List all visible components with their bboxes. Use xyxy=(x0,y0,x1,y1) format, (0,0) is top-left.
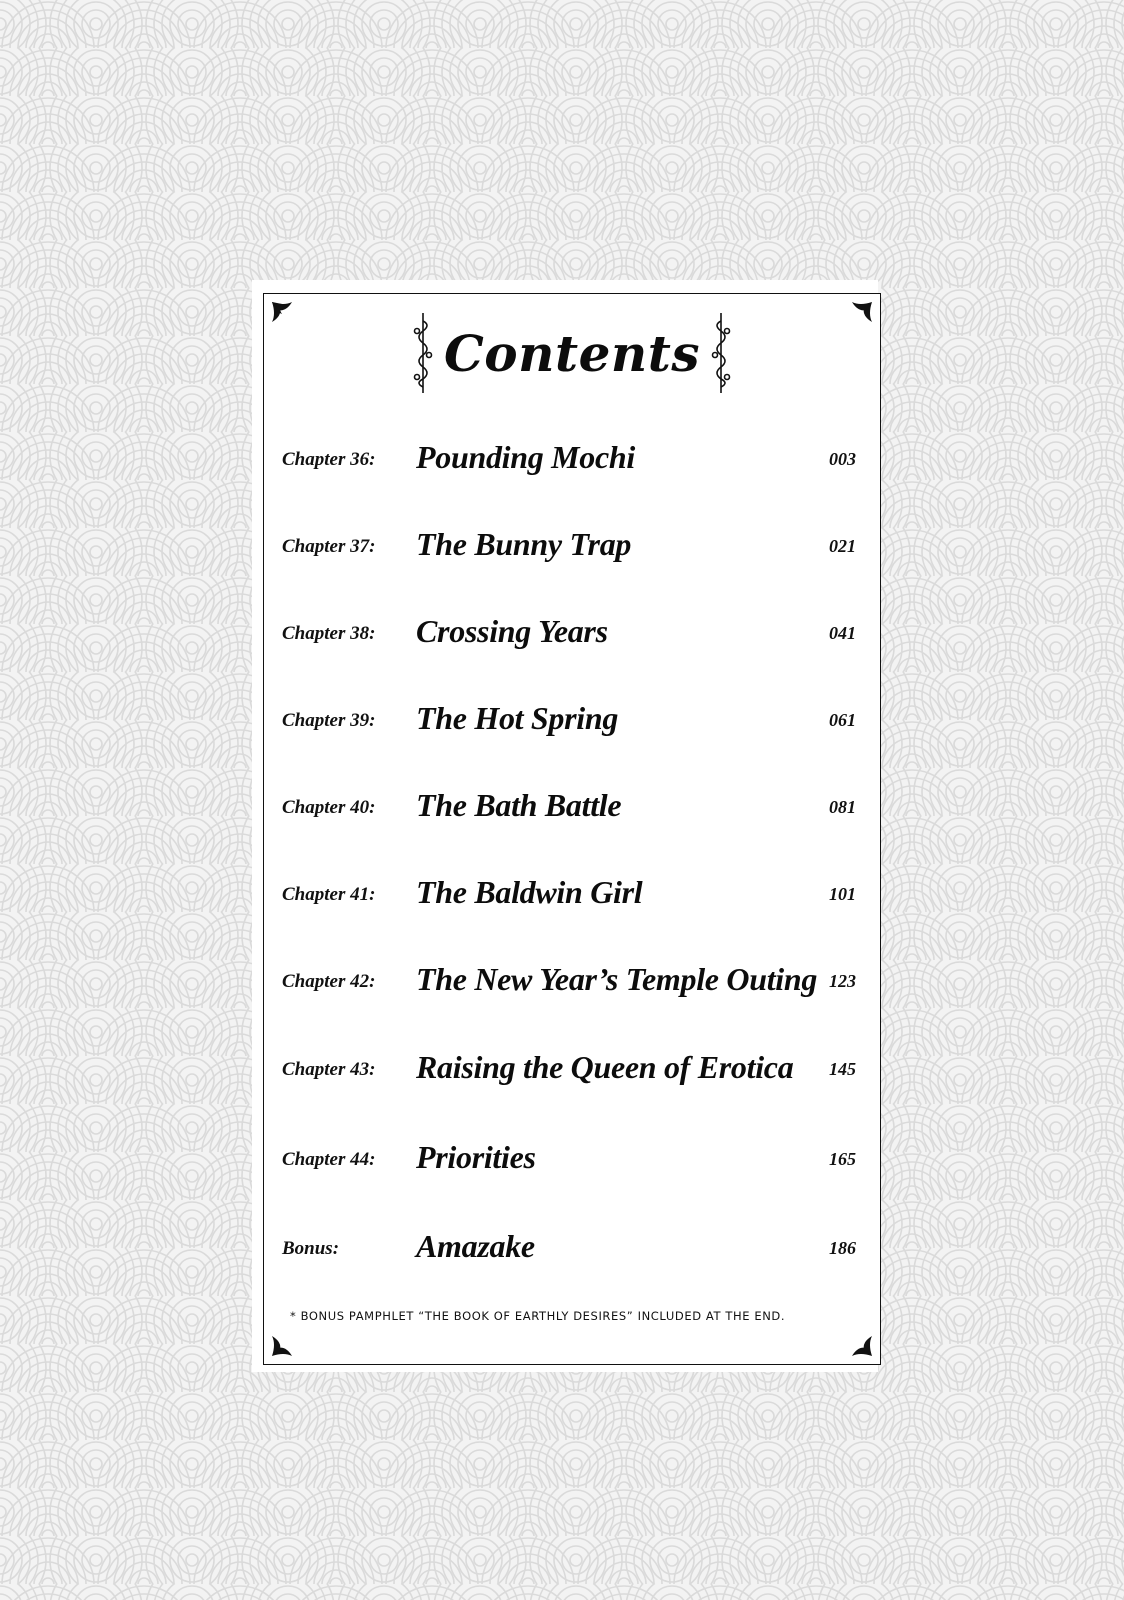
chapter-title: The Hot Spring xyxy=(416,700,619,736)
chapter-title: The Bunny Trap xyxy=(416,526,632,562)
chapter-page: 003 xyxy=(829,449,856,469)
chapter-label: Chapter 37: xyxy=(282,536,376,557)
chapter-title: The New Year’s Temple Outing xyxy=(416,961,818,997)
chapter-label: Chapter 38: xyxy=(282,623,376,644)
toc-row[interactable] xyxy=(264,526,880,566)
contents-frame xyxy=(263,293,881,1365)
corner-ornament-icon xyxy=(848,1332,874,1358)
chapter-title: The Bath Battle xyxy=(416,787,622,823)
chapter-label: Chapter 42: xyxy=(282,971,376,992)
chapter-label: Bonus: xyxy=(282,1238,340,1259)
chapter-page: 021 xyxy=(829,536,856,556)
chapter-label: Chapter 43: xyxy=(282,1059,376,1080)
chapter-label: Chapter 39: xyxy=(282,710,376,731)
chapter-page: 186 xyxy=(829,1238,856,1258)
chapter-page: 041 xyxy=(829,623,856,643)
right-flourish-icon xyxy=(710,311,732,395)
chapter-title: Amazake xyxy=(416,1228,535,1264)
title-block xyxy=(264,308,880,398)
chapter-page: 061 xyxy=(829,710,856,730)
corner-ornament-icon xyxy=(270,1332,296,1358)
footnote: * BONUS PAMPHLET “THE BOOK OF EARTHLY DESIRES” INCLUDED AT THE END. xyxy=(290,1309,786,1323)
toc-row[interactable] xyxy=(264,1049,880,1089)
toc-row[interactable] xyxy=(264,1139,880,1179)
toc-row[interactable] xyxy=(264,961,880,1001)
chapter-title: Raising the Queen of Erotica xyxy=(416,1049,794,1085)
chapter-label: Chapter 40: xyxy=(282,797,376,818)
toc-row[interactable] xyxy=(264,787,880,827)
chapter-label: Chapter 36: xyxy=(282,449,376,470)
chapter-title: Priorities xyxy=(416,1139,536,1175)
toc-row[interactable] xyxy=(264,613,880,653)
toc-row[interactable] xyxy=(264,700,880,740)
page-title: Contents xyxy=(443,323,700,383)
chapter-title: The Baldwin Girl xyxy=(416,874,643,910)
chapter-page: 123 xyxy=(829,971,856,991)
chapter-page: 145 xyxy=(829,1059,856,1079)
toc-row[interactable] xyxy=(264,874,880,914)
chapter-page: 101 xyxy=(829,884,856,904)
toc-row[interactable] xyxy=(264,439,880,479)
left-flourish-icon xyxy=(412,311,434,395)
chapter-title: Crossing Years xyxy=(416,613,608,649)
chapter-label: Chapter 41: xyxy=(282,884,376,905)
chapter-label: Chapter 44: xyxy=(282,1149,376,1170)
chapter-page: 081 xyxy=(829,797,856,817)
chapter-page: 165 xyxy=(829,1149,856,1169)
toc-row[interactable] xyxy=(264,1228,880,1268)
chapter-title: Pounding Mochi xyxy=(416,439,635,475)
